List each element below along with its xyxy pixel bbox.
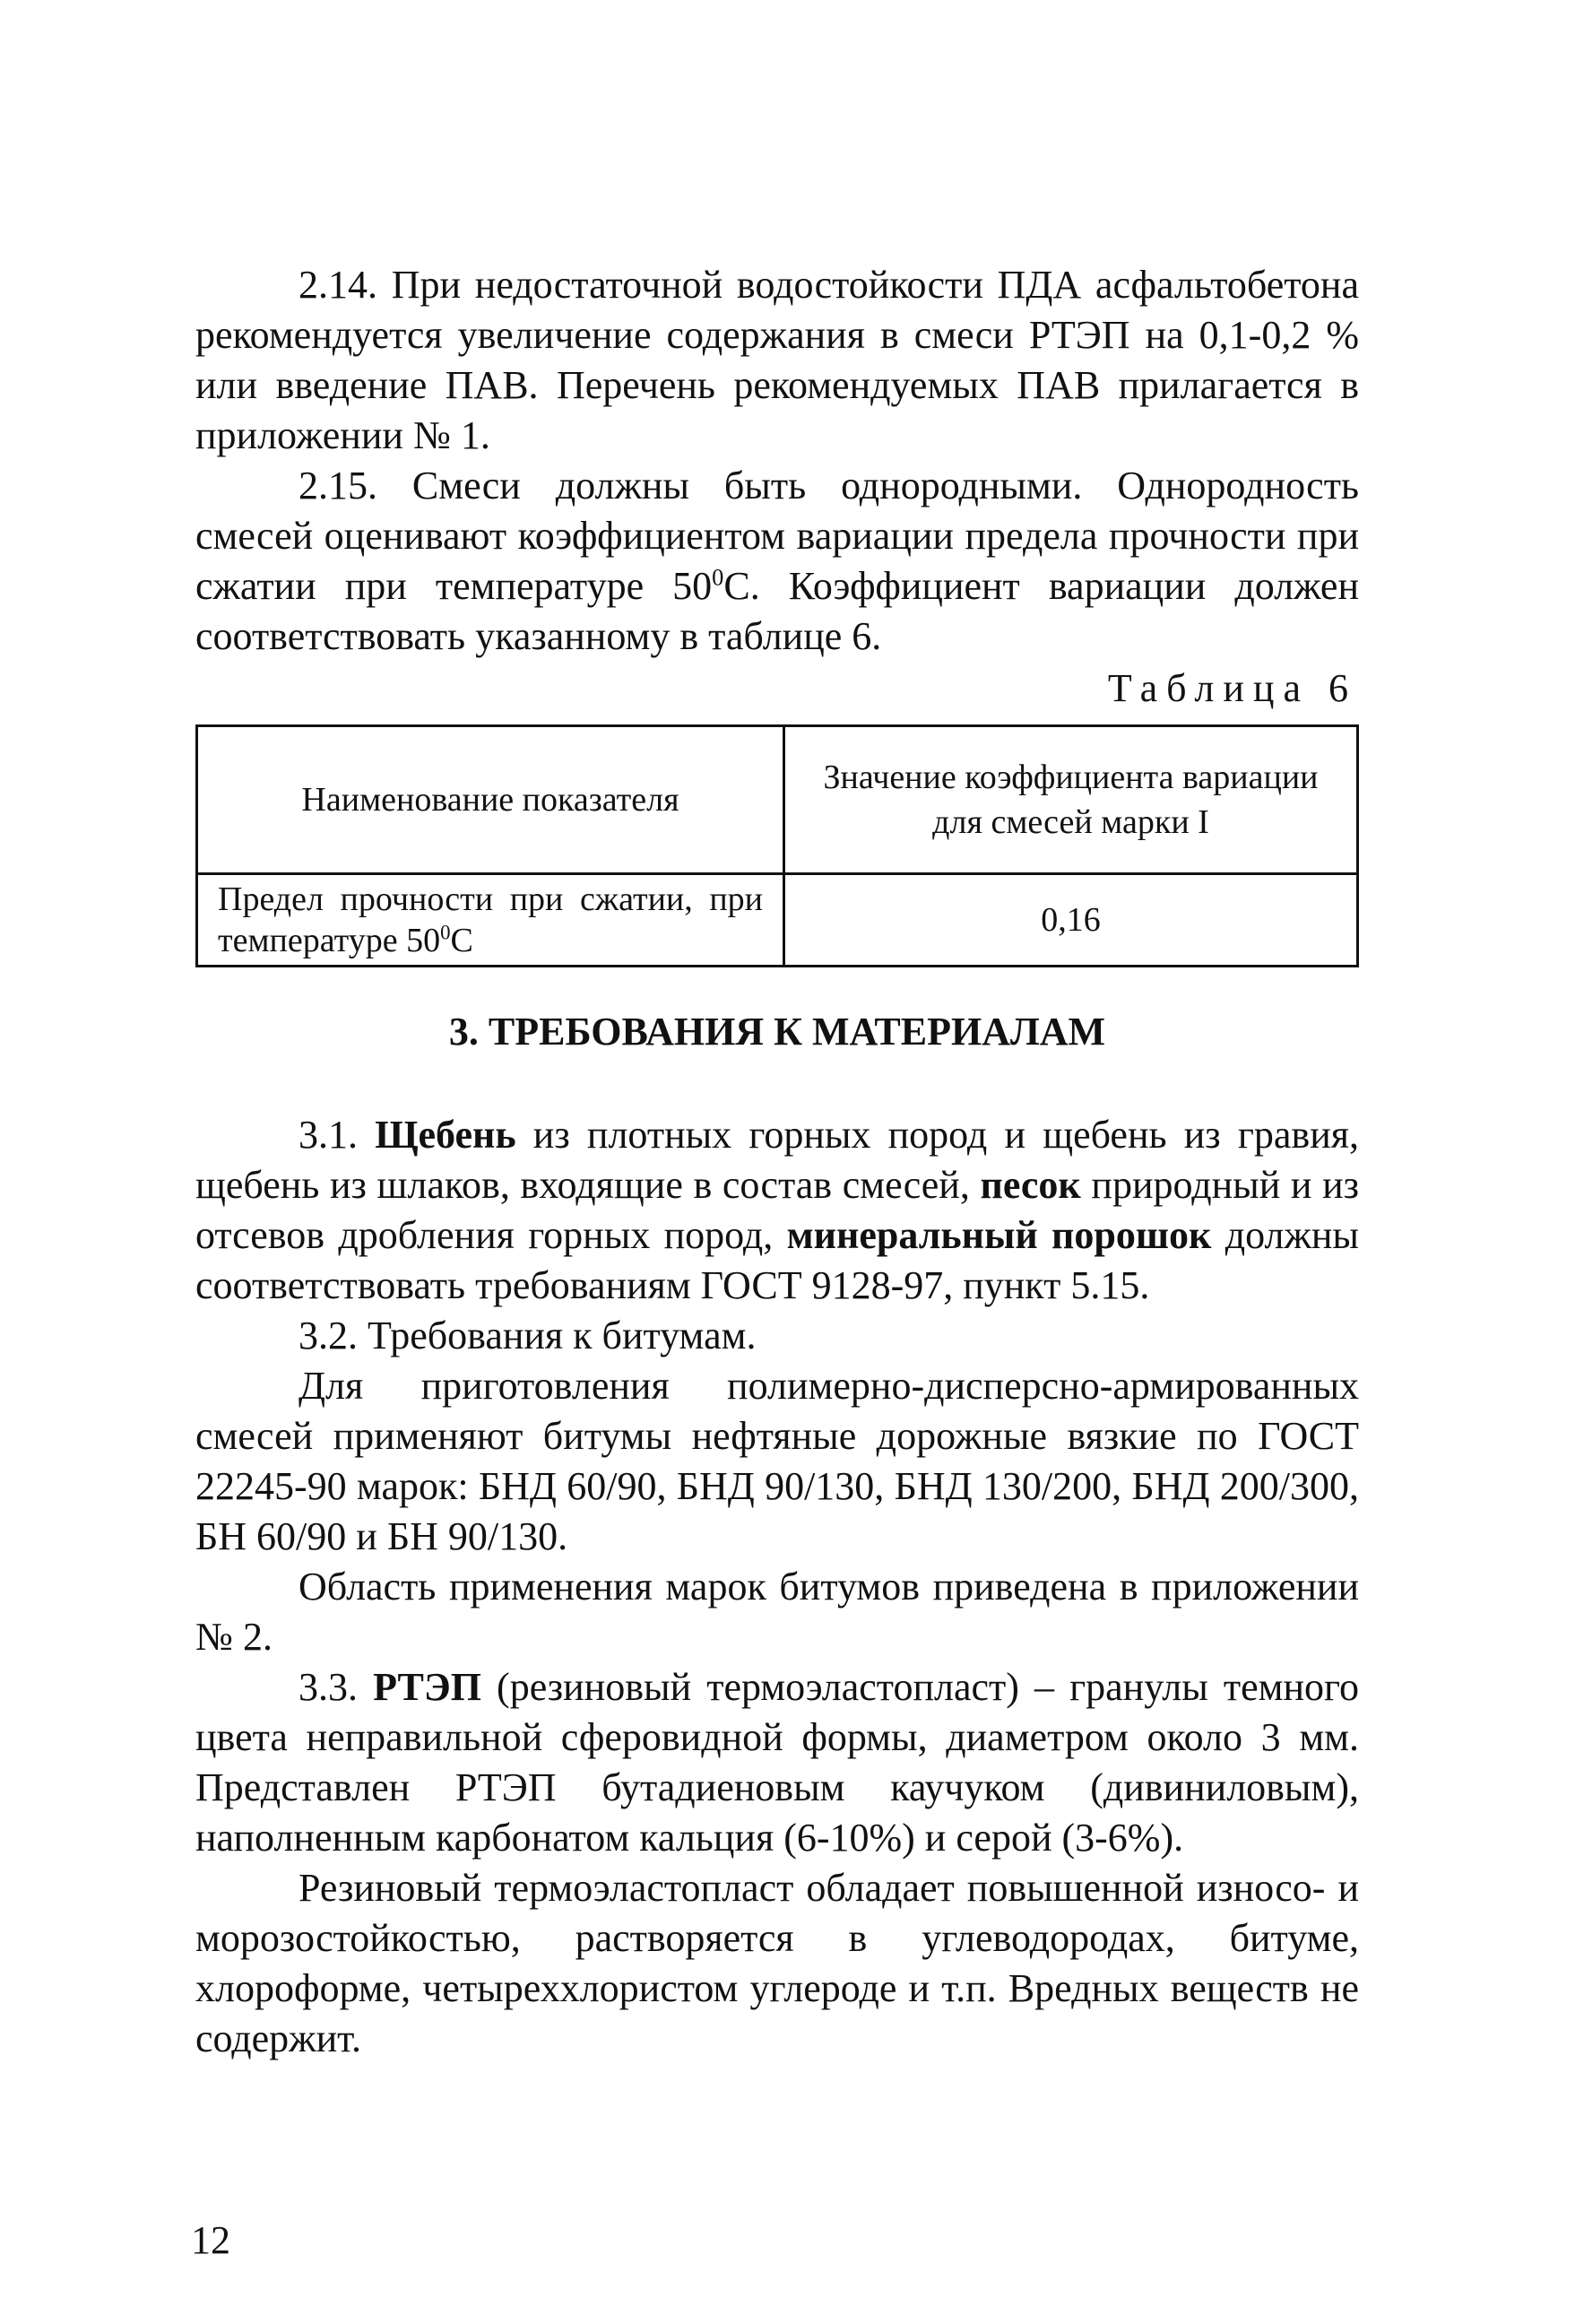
table-header-value: Значение коэффициента вариации для смесей марки I <box>784 726 1358 874</box>
paragraph-3-2: 3.2. Требования к битумам. <box>299 1314 757 1357</box>
bold-term-sand: песок <box>980 1163 1081 1207</box>
paragraph-3-2-a: Для приготовления полимерно-дисперсно-армированных смесей применяют битумы нефтяные дорожные вязкие по ГОСТ 22245-90 марок: БНД 60/90, БНД 90/130, БНД 130/200, БНД 200/300, БН 60/90 и БН 90/130. <box>195 1364 1359 1558</box>
paragraph-2-15-text: 2.15. Смеси должны быть однородными. Однородность смесей оценивают коэффициентом вариации предела прочности при сжатии при температуре 50 <box>195 464 1359 608</box>
section-heading: 3. ТРЕБОВАНИЯ К МАТЕРИАЛАМ <box>448 1010 1106 1054</box>
text-block-upper <box>195 260 1359 662</box>
degree-sup: 0 <box>440 921 451 944</box>
paragraph-3-1-text-b: природный и из отсевов дробления горных пород, <box>195 1163 1360 1257</box>
bold-term-crushed-stone: Щебень <box>375 1113 516 1157</box>
paragraph-3-3-a: Резиновый термоэластопласт обладает повышенной износо- и морозостойкостью, растворяется в углеводородах, битуме, хлороформе, четыреххлористом углероде и т.п. Вредных веществ не содержит. <box>195 1866 1359 2060</box>
bold-term-mineral-powder: минеральный порошок <box>786 1213 1212 1257</box>
paragraph-2-15 <box>195 461 1359 662</box>
bold-term-rtep: РТЭП <box>373 1665 481 1709</box>
degree-sup: 0 <box>712 563 724 591</box>
paragraph-3-1-num: 3.1. <box>299 1113 376 1157</box>
paragraph-2-14: 2.14. При недостаточной водостойкости ПДА асфальтобетона рекомендуется увеличение содержания в смеси РТЭП на 0,1-0,2 % или введение ПАВ. Перечень рекомендуемых ПАВ прилагается в приложении № 1. <box>195 263 1359 457</box>
table-cell-value: 0,16 <box>784 874 1358 967</box>
table-cell-indicator-text: Предел прочности при сжатии, при температуре 50 <box>218 880 763 959</box>
table-caption: Таблица 6 <box>1107 666 1357 710</box>
text-block-lower <box>195 1110 1359 2064</box>
paragraph-3-3-num: 3.3. <box>299 1665 374 1709</box>
table-cell-indicator-tail: С <box>450 922 473 959</box>
table-header-name: Наименование показателя <box>197 726 784 874</box>
coefficient-table <box>195 724 1359 967</box>
paragraph-3-2-b: Область применения марок битумов приведена в приложении № 2. <box>195 1565 1359 1659</box>
table-header-row <box>197 726 1358 874</box>
paragraph-3-3-text: (резиновый термоэластопласт) – гранулы темного цвета неправильной сферовидной формы, диаметром около 3 мм. Представлен РТЭП бутадиеновым каучуком (дивиниловым), наполненным карбонатом кальция (6-10%) и серой (3-6%). <box>195 1665 1360 1860</box>
page-number: 12 <box>191 2218 230 2262</box>
paragraph-3-1-text-c: должны соответствовать требованиям ГОСТ 9128-97, пункт 5.15. <box>195 1213 1359 1307</box>
paragraph-3-1 <box>195 1110 1359 1311</box>
paragraph-3-1-text-a: из плотных горных пород и щебень из гравия, щебень из шлаков, входящие в состав смесей, <box>195 1113 1359 1207</box>
paragraph-2-15-tail: С. Коэффициент вариации должен соответствовать указанному в таблице 6. <box>195 564 1359 658</box>
table-cell-indicator <box>197 874 784 967</box>
paragraph-3-3 <box>195 1662 1359 1863</box>
table-row <box>197 874 1358 967</box>
